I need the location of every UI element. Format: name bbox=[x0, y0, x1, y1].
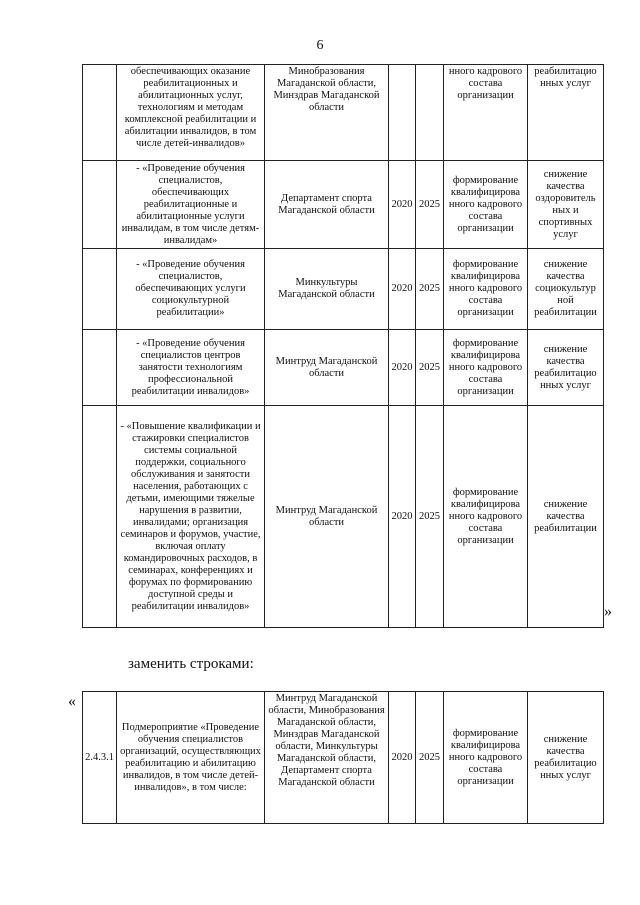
executor: Минтруд Магаданской области bbox=[265, 406, 389, 628]
table-row bbox=[83, 161, 604, 249]
measure-name: - «Проведение обучения специалистов центров занятости технологиям профессиональной реабилитации инвалидов» bbox=[117, 330, 265, 406]
end-year: 2025 bbox=[416, 406, 444, 628]
end-year: 2025 bbox=[416, 330, 444, 406]
start-year: 2020 bbox=[389, 161, 416, 249]
risk-indicator: снижение качества реабилитацио нных услуг bbox=[528, 330, 604, 406]
table-row bbox=[83, 406, 604, 628]
risk-indicator: реабилитацио нных услуг bbox=[528, 65, 604, 161]
table-row bbox=[83, 692, 604, 824]
measure-name: - «Проведение обучения специалистов, обеспечивающих услуги социокультурной реабилитации» bbox=[117, 249, 265, 330]
end-year: 2025 bbox=[416, 249, 444, 330]
measure-name: Подмероприятие «Проведение обучения специалистов организаций, осуществляющих реабилитацию и абилитацию инвалидов, в том числе детей-инвалидов», в том числе: bbox=[117, 692, 265, 824]
row-number bbox=[83, 161, 117, 249]
replace-caption: заменить строками: bbox=[128, 656, 254, 672]
end-year: 2025 bbox=[416, 161, 444, 249]
start-year: 2020 bbox=[389, 249, 416, 330]
start-year: 2020 bbox=[389, 330, 416, 406]
executor: Минкультуры Магаданской области bbox=[265, 249, 389, 330]
row-number: 2.4.3.1 bbox=[83, 692, 117, 824]
row-number bbox=[83, 330, 117, 406]
measure-name: - «Повышение квалификации и стажировки специалистов системы социальной поддержки, социального обслуживания и занятости населения, работающих с детьми, имеющими тяжелые нарушения в развитии, инвалидами; организация семинаров и форумов, участие, включая оплату командировочных расходов, в семинарах, конференциях и форумах по формированию доступной среды и реабилитации инвалидов» bbox=[117, 406, 265, 628]
expected-result: формирование квалифицирова нного кадрового состава организации bbox=[444, 249, 528, 330]
risk-indicator: снижение качества социокультур ной реабилитации bbox=[528, 249, 604, 330]
table-row bbox=[83, 65, 604, 161]
expected-result: формирование квалифицирова нного кадрового состава организации bbox=[444, 330, 528, 406]
row-number bbox=[83, 249, 117, 330]
expected-result: нного кадрового состава организации bbox=[444, 65, 528, 161]
measures-table-current bbox=[82, 64, 604, 628]
risk-indicator: снижение качества оздоровитель ных и спортивных услуг bbox=[528, 161, 604, 249]
closing-quote: » bbox=[604, 603, 612, 620]
page-number: 6 bbox=[316, 38, 324, 53]
risk-indicator: снижение качества реабилитацио нных услуг bbox=[528, 692, 604, 824]
end-year: 2025 bbox=[416, 692, 444, 824]
measure-name: - «Проведение обучения специалистов, обеспечивающих реабилитационные и абилитационные услуги инвалидам, в том числе детям-инвалидам» bbox=[117, 161, 265, 249]
start-year: 2020 bbox=[389, 692, 416, 824]
executor: Минтруд Магаданской области bbox=[265, 330, 389, 406]
measures-table-replacement bbox=[82, 691, 604, 824]
row-number bbox=[83, 65, 117, 161]
table-row bbox=[83, 330, 604, 406]
expected-result: формирование квалифицирова нного кадрового состава организации bbox=[444, 161, 528, 249]
risk-indicator: снижение качества реабилитации bbox=[528, 406, 604, 628]
executor: Минобразования Магаданской области, Минздрав Магаданской области bbox=[265, 65, 389, 161]
start-year: 2020 bbox=[389, 406, 416, 628]
table-row bbox=[83, 249, 604, 330]
executor: Минтруд Магаданской области, Минобразования Магаданской области, Минздрав Магаданской области, Минкультуры Магаданской области, Департамент спорта Магаданской области bbox=[265, 692, 389, 824]
row-number bbox=[83, 406, 117, 628]
executor: Департамент спорта Магаданской области bbox=[265, 161, 389, 249]
end-year bbox=[416, 65, 444, 161]
expected-result: формирование квалифицирова нного кадрового состава организации bbox=[444, 406, 528, 628]
expected-result: формирование квалифицирова нного кадрового состава организации bbox=[444, 692, 528, 824]
opening-quote: « bbox=[68, 693, 76, 710]
start-year bbox=[389, 65, 416, 161]
measure-name: обеспечивающих оказание реабилитационных и абилитационных услуг, технологиям и методам комплексной реабилитации и абилитации инвалидов, в том числе детей-инвалидов» bbox=[117, 65, 265, 161]
